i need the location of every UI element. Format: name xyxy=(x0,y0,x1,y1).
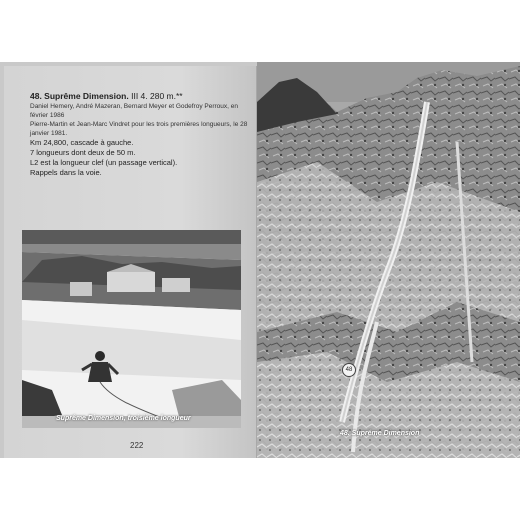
ice-wall-photo xyxy=(257,62,520,458)
right-photo-caption: 48. Suprême Dimension xyxy=(340,430,420,437)
first-pitches-text: Pierre-Martin et Jean-Marc Vindret pour les trois premières longueurs, le 28 janvier 1981. xyxy=(30,121,248,137)
crux-line: L2 est la longueur clef (un passage vertical). xyxy=(30,158,178,167)
route-marker: 48 xyxy=(342,363,356,377)
route-description xyxy=(30,90,252,178)
page-number: 222 xyxy=(130,441,144,450)
rappel-line: Rappels dans la voie. xyxy=(30,168,102,177)
route-name: 48. Suprême Dimension. xyxy=(30,91,129,101)
right-page xyxy=(257,62,520,458)
route-heading xyxy=(30,90,252,102)
first-ascent-text: Daniel Hemery, André Mazeran, Bernard Meyer et Godefroy Perroux, en février 1986 xyxy=(30,103,238,119)
access-line: Km 24,800, cascade à gauche. xyxy=(30,138,134,147)
route-grade: III 4. 280 m.** xyxy=(128,91,183,101)
climber-photo xyxy=(22,230,241,428)
pitches-line: 7 longueurs dont deux de 50 m. xyxy=(30,148,136,157)
left-photo-caption: Suprême Dimension, troisième longueur xyxy=(56,415,191,422)
climber-photo-art xyxy=(22,230,241,428)
